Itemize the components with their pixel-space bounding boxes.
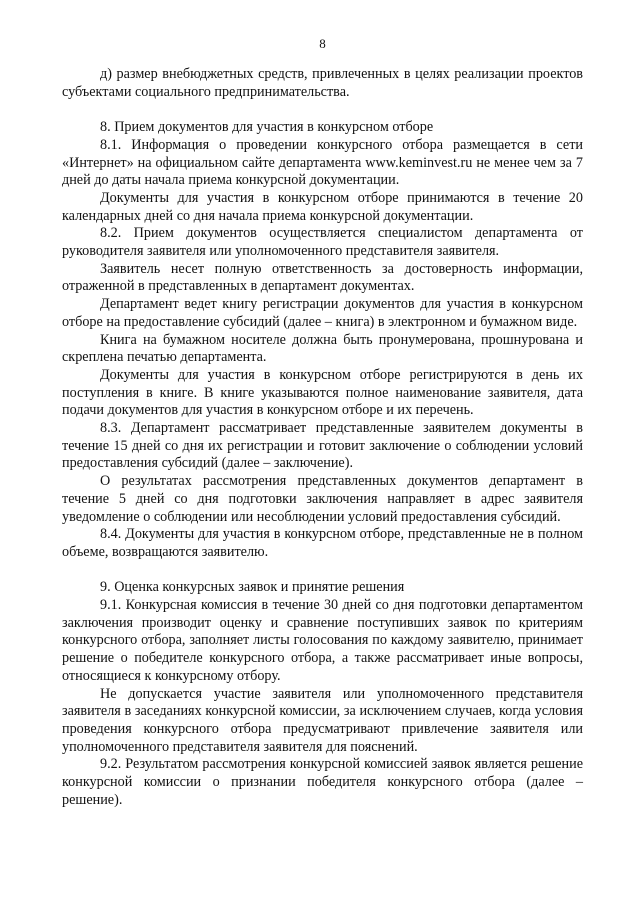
paragraph-9-1-b: Не допускается участие заявителя или уполномоченного представителя заявителя в заседаниях конкурсной комиссии, за исключением случаев, когда условия проведения конкурсного отбора предусматривают привлечение заявителя или уполномоченного представителя заявителя для пояснений. <box>62 685 583 755</box>
paragraph-8-2-e: Документы для участия в конкурсном отборе регистрируются в день их поступления в книге. В книге указываются полное наименование заявителя, дата подачи документов для участия в конкурсном отборе и их перечень. <box>62 366 583 419</box>
section-8-heading: 8. Прием документов для участия в конкурсном отборе <box>100 119 434 136</box>
paragraph-8-3-b: О результатах рассмотрения представленных документов департамент в течение 5 дней со дня подготовки заключения направляет в адрес заявителя уведомление о соблюдении или несоблюдении условий предоставления субсидий. <box>62 473 583 525</box>
paragraph-8-2: 8.2. Прием документов осуществляется специалистом департамента от руководителя заявителя или уполномоченного представителя заявителя. <box>62 225 583 260</box>
section-9-heading: 9. Оценка конкурсных заявок и принятие решения <box>100 579 405 596</box>
paragraph-8-2-d: Книга на бумажном носителе должна быть пронумерована, прошнурована и скреплена печатью департамента. <box>62 331 583 366</box>
paragraph-8-4: 8.4. Документы для участия в конкурсном отборе, представленные не в полном объеме, возвращаются заявителю. <box>62 526 583 560</box>
page-number: 8 <box>319 36 326 51</box>
paragraph-8-3: 8.3. Департамент рассматривает представленные заявителем документы в течение 15 дней со дня их регистрации и готовит заключение о соблюдении условий предоставления субсидий (далее – заключение). <box>62 420 583 472</box>
paragraph-9-1: 9.1. Конкурсная комиссия в течение 30 дней со дня подготовки департаментом заключения производит оценку и сравнение поступивших заявок по критериям конкурсного отбора, заполняет листы голосования по каждому заявителю, принимает решение о победителе конкурсного отбора, а также рассматривает иные вопросы, относящиеся к конкурсному отбору. <box>62 597 583 684</box>
spacer <box>62 101 583 119</box>
paragraph-8-2-c: Департамент ведет книгу регистрации документов для участия в конкурсном отборе на предоставление субсидий (далее – книга) в электронном и бумажном виде. <box>62 296 583 330</box>
paragraph-9-2: 9.2. Результатом рассмотрения конкурсной комиссией заявок является решение конкурсной комиссии о признании победителя конкурсного отбора (далее – решение). <box>62 756 583 808</box>
spacer <box>62 562 583 580</box>
paragraph-8-1: 8.1. Информация о проведении конкурсного отбора размещается в сети «Интернет» на официальном сайте департамента www.keminvest.ru не менее чем за 7 дней до даты начала приема конкурсной документации. <box>62 136 583 189</box>
paragraph-d: д) размер внебюджетных средств, привлеченных в целях реализации проектов субъектами социального предпринимательства. <box>62 66 583 100</box>
paragraph-8-2-b: Заявитель несет полную ответственность за достоверность информации, отраженной в представленных в департамент документах. <box>62 260 583 295</box>
paragraph-8-1-b: Документы для участия в конкурсном отборе принимаются в течение 20 календарных дней со дня начала приема конкурсной документации. <box>62 189 583 224</box>
